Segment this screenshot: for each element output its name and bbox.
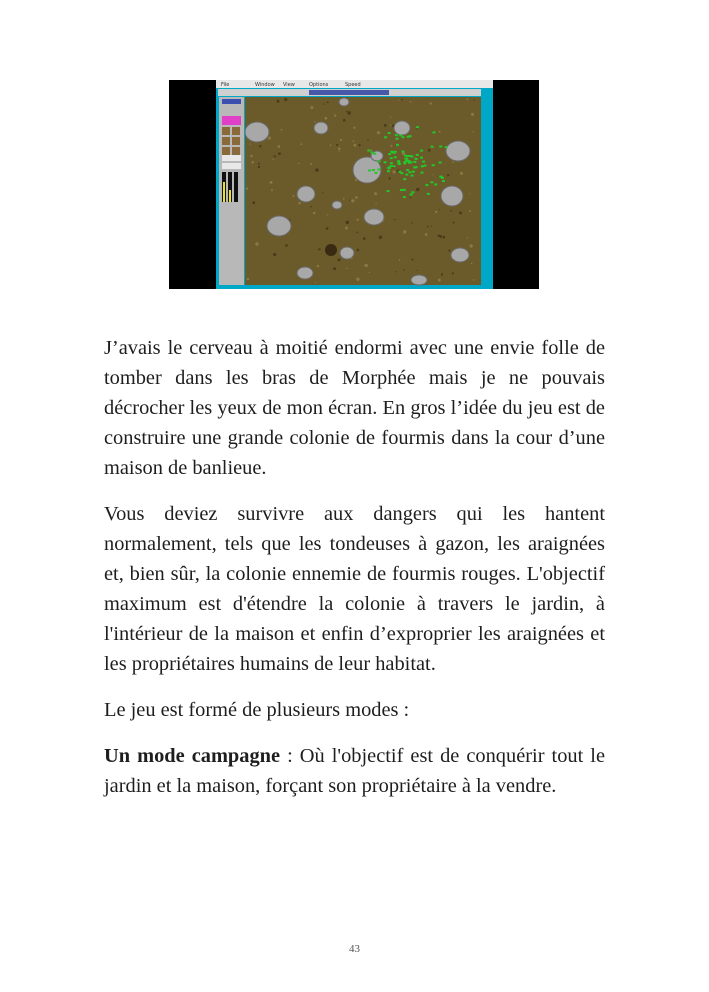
ant	[372, 169, 375, 171]
ant	[395, 134, 398, 136]
dirt-speck	[343, 119, 346, 122]
dirt-speck	[330, 144, 332, 146]
ant	[442, 180, 445, 182]
dirt-speck	[439, 131, 441, 133]
dirt-speck	[394, 219, 396, 221]
dirt-speck	[310, 106, 313, 109]
rock	[339, 98, 349, 106]
ant	[432, 164, 435, 166]
dirt-speck	[278, 145, 281, 148]
dirt-speck	[443, 236, 446, 239]
dirt-speck	[353, 144, 356, 147]
dirt-speck	[326, 227, 329, 230]
dirt-speck	[469, 244, 472, 247]
dirt-speck	[469, 193, 470, 194]
ant	[433, 131, 436, 133]
ant	[411, 175, 414, 177]
ant	[373, 153, 376, 155]
dirt-speck	[278, 152, 281, 155]
dirt-speck	[356, 219, 358, 221]
dirt-speck	[346, 221, 350, 225]
ant	[425, 184, 428, 186]
dirt-speck	[317, 265, 320, 268]
dirt-speck	[364, 264, 368, 268]
ant	[430, 181, 433, 183]
dirt-speck	[339, 151, 340, 152]
dirt-speck	[467, 237, 468, 238]
ant	[416, 126, 419, 128]
dirt-speck	[272, 159, 273, 160]
dirt-speck	[345, 227, 348, 230]
dirt-speck	[367, 139, 368, 140]
rock	[297, 186, 315, 202]
dirt-speck	[271, 189, 273, 191]
dirt-speck	[471, 263, 473, 265]
ant	[368, 170, 371, 172]
dirt-speck	[310, 163, 312, 165]
dirt-speck	[250, 155, 253, 158]
dirt-speck	[274, 155, 276, 157]
rock	[245, 122, 269, 142]
dirt-speck	[258, 163, 260, 165]
rock	[451, 248, 469, 262]
dirt-speck	[358, 144, 360, 146]
page-number: 43	[349, 943, 360, 955]
dirt-speck	[388, 169, 389, 170]
dirt-speck	[298, 202, 301, 205]
dirt-speck	[438, 279, 441, 282]
dirt-speck	[410, 101, 412, 103]
body-text	[104, 333, 605, 817]
paragraph: Vous deviez survivre aux dangers qui les hantent normalement, tels que les tondeuses à gazon, les araignées et, bien sûr, la colonie ennemie de fourmis rouges. L'objectif maximum est d'étendre la colonie à travers le jardin, à l'intérieur de la maison et enfin d’exproprier les araignées et les propriétaires humains de leur habitat.	[104, 503, 605, 675]
rock	[446, 141, 470, 161]
dirt-speck	[401, 99, 403, 101]
ant	[409, 171, 412, 173]
ant	[410, 194, 413, 196]
dirt-speck	[314, 121, 315, 122]
menu-item-window: Window	[255, 82, 275, 88]
dirt-speck	[435, 211, 437, 213]
dirt-speck	[416, 188, 419, 191]
dirt-speck	[473, 99, 474, 100]
dirt-speck	[285, 244, 288, 247]
dirt-speck	[281, 129, 283, 131]
dirt-speck	[433, 174, 434, 175]
menu-item-speed: Speed	[345, 82, 361, 88]
dirt-speck	[390, 117, 391, 118]
dirt-speck	[431, 226, 432, 227]
ant	[388, 153, 391, 155]
dirt-speck	[318, 248, 320, 250]
ant	[388, 132, 391, 134]
dirt-speck	[310, 206, 312, 208]
ant	[378, 160, 381, 162]
dirt-speck	[452, 162, 454, 164]
ant	[392, 165, 395, 167]
dirt-speck	[346, 268, 348, 270]
dirt-speck	[439, 209, 440, 210]
ant	[424, 165, 427, 167]
rock	[267, 216, 291, 236]
dirt-speck	[412, 259, 414, 261]
dirt-speck	[369, 272, 370, 273]
dirt-speck	[356, 278, 359, 281]
dirt-speck	[428, 149, 431, 152]
dirt-speck	[336, 144, 338, 146]
ant	[413, 161, 416, 163]
dirt-speck	[353, 127, 355, 129]
ant	[390, 151, 393, 153]
ant	[431, 146, 434, 148]
dirt-speck	[252, 201, 255, 204]
ant	[400, 172, 403, 174]
dirt-speck	[333, 267, 336, 270]
ant	[421, 172, 424, 174]
ant	[378, 168, 381, 170]
dirt-speck	[471, 113, 474, 116]
ant	[406, 169, 409, 171]
ant	[384, 161, 387, 163]
ant	[403, 189, 406, 191]
ant	[412, 171, 415, 173]
ant	[416, 154, 419, 156]
dirt-speck	[374, 192, 377, 195]
dirt-speck	[398, 100, 399, 101]
paragraph: J’avais le cerveau à moitié endormi avec une envie folle de tomber dans les bras de Morphée mais je ne pouvais décrocher les yeux de mon écran. En gros l’idée du jeu est de construire une grande colonie de fourmis dans la cour d’une maison de banlieue.	[104, 337, 605, 479]
dirt-speck	[343, 198, 345, 200]
ant	[407, 136, 410, 138]
dirt-speck	[389, 177, 391, 179]
rock	[441, 186, 463, 206]
ant	[387, 170, 390, 172]
dirt-speck	[292, 195, 294, 197]
dirt-speck	[425, 233, 428, 236]
dirt-speck	[298, 163, 300, 165]
ant	[387, 190, 390, 192]
dirt-speck	[284, 98, 287, 101]
ant	[397, 162, 400, 164]
dirt-speck	[469, 210, 471, 212]
mode-label: Un mode campagne	[104, 745, 281, 767]
dirt-speck	[346, 111, 347, 112]
ant	[399, 134, 402, 136]
dirt-speck	[268, 137, 271, 140]
dirt-speck	[377, 131, 380, 134]
dirt-speck	[313, 212, 316, 215]
rock	[364, 209, 384, 225]
dirt-speck	[473, 279, 475, 281]
ant	[439, 162, 442, 164]
menu-item-file: File	[221, 82, 230, 88]
dirt-speck	[246, 187, 248, 189]
dirt-speck	[466, 98, 468, 100]
ant	[384, 136, 387, 138]
ant	[375, 172, 378, 174]
ant	[400, 189, 403, 191]
dirt-speck	[375, 203, 376, 204]
rock	[332, 201, 342, 209]
rock	[340, 247, 354, 259]
dirt-speck	[453, 222, 455, 224]
paragraph: Le jeu est formé de plusieurs modes :	[104, 699, 410, 721]
ant	[394, 156, 397, 158]
ant	[405, 174, 408, 176]
dirt-speck	[410, 197, 411, 198]
dirt-speck	[417, 270, 418, 271]
ant	[390, 162, 393, 164]
dirt-speck	[411, 222, 412, 223]
dirt-speck	[357, 249, 360, 252]
dirt-speck	[300, 143, 302, 145]
ant	[402, 151, 405, 153]
dirt-speck	[251, 161, 254, 164]
dirt-speck	[390, 145, 392, 147]
ant	[367, 150, 370, 152]
ant	[370, 152, 373, 154]
ant	[390, 165, 393, 167]
dirt-speck	[338, 148, 341, 151]
dirt-speck	[349, 200, 350, 201]
ant	[408, 155, 411, 157]
dirt-speck	[472, 131, 473, 132]
ant	[404, 155, 407, 157]
ant	[396, 144, 399, 146]
dirt-speck	[384, 124, 387, 127]
dirt-speck	[363, 237, 366, 240]
dirt-speck	[340, 139, 342, 141]
dirt-speck	[247, 278, 250, 281]
dirt-speck	[430, 102, 432, 104]
dirt-speck	[273, 253, 276, 256]
ant	[445, 146, 448, 148]
game-screenshot	[169, 80, 539, 289]
dirt-speck	[334, 114, 336, 116]
menu-item-options: Options	[309, 82, 329, 88]
ant	[440, 176, 443, 178]
mode-paragraph	[104, 741, 605, 801]
ant	[403, 162, 406, 164]
dirt-speck	[392, 170, 395, 173]
dirt-speck	[441, 273, 443, 275]
ant	[415, 158, 418, 160]
dirt-speck	[439, 235, 442, 238]
ant	[422, 161, 425, 163]
ant	[427, 193, 430, 195]
ant	[434, 183, 437, 185]
dirt-speck	[338, 258, 341, 261]
dirt-speck	[258, 166, 260, 168]
dirt-speck	[315, 168, 318, 171]
dirt-speck	[447, 174, 449, 176]
dirt-speck	[277, 100, 280, 103]
ant	[404, 158, 407, 160]
ant	[410, 161, 413, 163]
mode-description: : Où l'objectif est de conquérir tout le jardin et la maison, forçant son propriétaire à la vendre.	[104, 745, 605, 797]
dirt-speck	[355, 196, 358, 199]
ant	[420, 157, 423, 159]
dirt-speck	[323, 103, 324, 104]
ant	[421, 165, 424, 167]
ant	[439, 146, 442, 148]
rock	[411, 275, 427, 285]
dirt-speck	[427, 226, 429, 228]
dirt-speck	[371, 149, 373, 151]
dirt-speck	[399, 259, 401, 261]
dirt-speck	[357, 232, 359, 234]
menu-item-view: View	[283, 82, 295, 88]
ant	[413, 166, 416, 168]
dirt-speck	[249, 143, 250, 144]
dirt-speck	[353, 140, 355, 142]
dirt-speck	[270, 181, 273, 184]
ant	[403, 196, 406, 198]
ant	[390, 157, 393, 159]
dirt-speck	[460, 172, 463, 175]
ant	[388, 167, 391, 169]
game-screenshot-image	[169, 80, 539, 289]
dirt-speck	[390, 125, 391, 126]
ant	[420, 150, 423, 152]
ant	[411, 191, 414, 193]
ant	[403, 178, 406, 180]
dirt-speck	[255, 242, 259, 246]
dirt-speck	[396, 271, 397, 272]
rock	[394, 121, 410, 135]
ant	[396, 138, 399, 140]
dirt-speck	[347, 111, 351, 115]
rock	[314, 122, 328, 134]
dirt-speck	[259, 145, 261, 147]
rock	[297, 267, 313, 279]
dirt-speck	[448, 249, 450, 251]
ant	[402, 136, 405, 138]
dirt-speck	[452, 272, 454, 274]
dirt-speck	[379, 236, 382, 239]
dirt-speck	[403, 269, 405, 271]
dirt-speck	[327, 102, 329, 104]
dirt-speck	[403, 230, 406, 233]
dirt-speck	[351, 199, 354, 202]
dirt-speck	[322, 192, 323, 193]
dirt-speck	[459, 211, 462, 214]
dirt-speck	[451, 210, 453, 212]
dirt-speck	[325, 117, 328, 120]
dirt-speck	[326, 214, 327, 215]
dirt-speck	[315, 282, 316, 283]
